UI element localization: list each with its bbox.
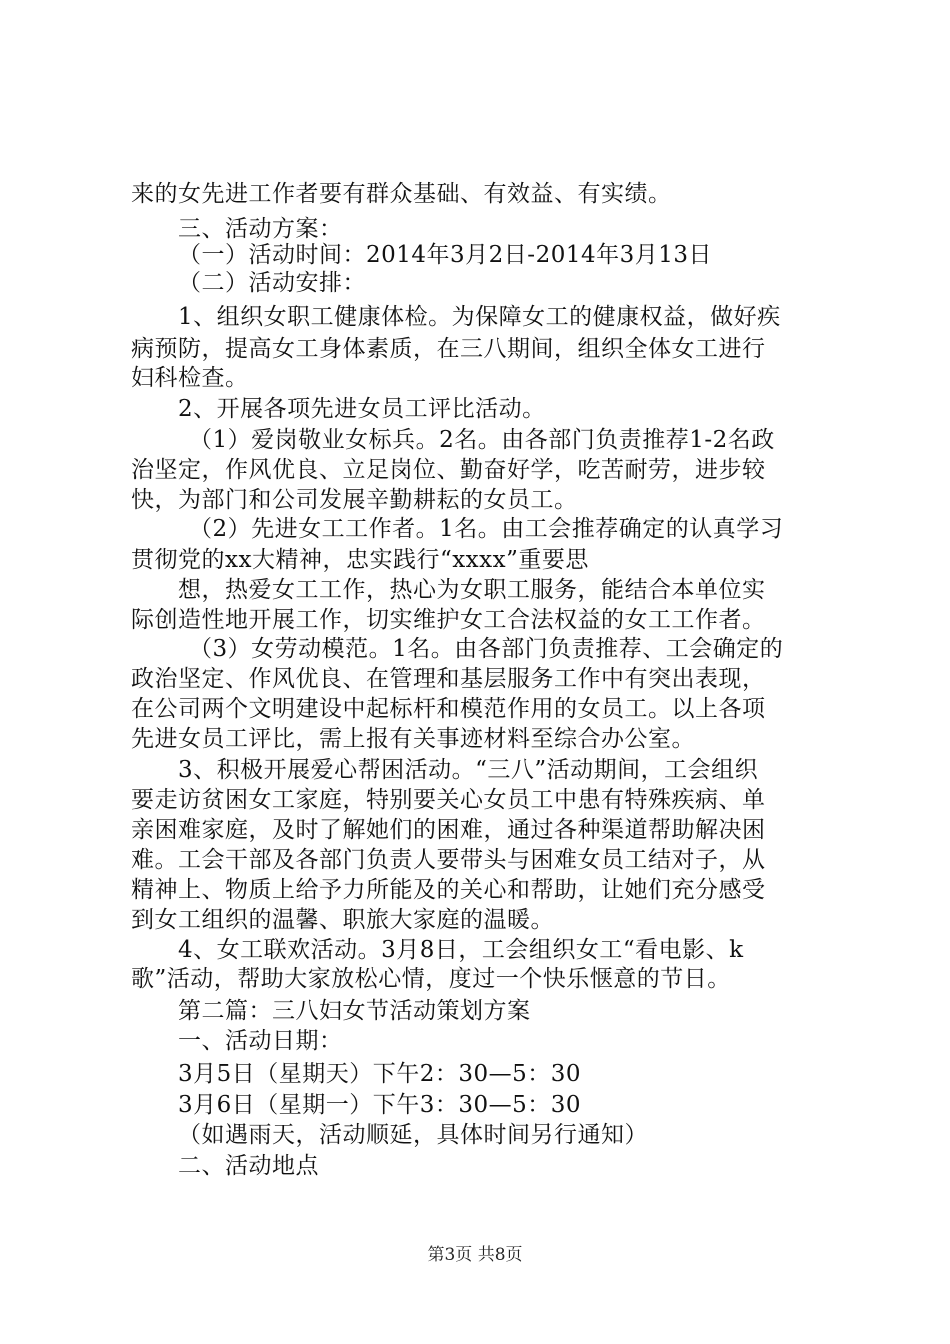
- text-line: 际创造性地开展工作，切实维护女工合法权益的女工工作者。: [131, 607, 766, 633]
- text-line: 3月6日（星期一）下午3：30—5：30: [178, 1092, 582, 1118]
- page-footer: 第3页 共8页: [427, 1245, 523, 1265]
- text-line: 亲困难家庭，及时了解她们的困难，通过各种渠道帮助解决困: [131, 817, 766, 843]
- text-line: 在公司两个文明建设中起标杆和模范作用的女员工。以上各项: [131, 696, 766, 722]
- text-line: 政治坚定、作风优良、在管理和基层服务工作中有突出表现，: [131, 666, 766, 692]
- text-line: 1、组织女职工健康体检。为保障女工的健康权益，做好疾: [178, 304, 781, 330]
- text-line: 3月5日（星期天）下午2：30—5：30: [178, 1061, 582, 1087]
- section-heading: 三、活动方案：: [178, 216, 343, 242]
- text-line: 要走访贫困女工家庭，特别要关心女员工中患有特殊疾病、单: [131, 787, 766, 813]
- text-line: 治坚定，作风优良、立足岗位、勤奋好学，吃苦耐劳，进步较: [131, 457, 766, 483]
- text-line: 来的女先进工作者要有群众基础、有效益、有实绩。: [131, 181, 672, 207]
- text-line: （1）爱岗敬业女标兵。2名。由各部门负责推荐1-2名政: [189, 427, 775, 453]
- text-line: 4、女工联欢活动。3月8日，工会组织女工“看电影、k: [178, 937, 744, 963]
- text-line: （3）女劳动模范。1名。由各部门负责推荐、工会确定的: [189, 636, 784, 662]
- section-heading: 一、活动日期：: [178, 1028, 343, 1054]
- text-line: 贯彻党的xx大精神，忠实践行“xxxx”重要思: [131, 547, 589, 573]
- text-line: 到女工组织的温馨、职旅大家庭的温暖。: [131, 907, 554, 933]
- text-line: 2、开展各项先进女员工评比活动。: [178, 396, 546, 422]
- text-line: （一）活动时间：2014年3月2日-2014年3月13日: [178, 242, 713, 268]
- text-line: 想，热爱女工工作，热心为女职工服务，能结合本单位实: [178, 577, 766, 603]
- text-line: 快，为部门和公司发展辛勤耕耘的女员工。: [131, 487, 578, 513]
- text-line: （2）先进女工工作者。1名。由工会推荐确定的认真学习: [189, 516, 784, 542]
- subsection-heading: （二）活动安排：: [178, 270, 366, 296]
- chapter-heading: 第二篇：三八妇女节活动策划方案: [178, 998, 531, 1024]
- text-line: 先进女员工评比，需上报有关事迹材料至综合办公室。: [131, 726, 695, 752]
- text-line: 妇科检查。: [131, 365, 249, 391]
- text-line: （如遇雨天，活动顺延，具体时间另行通知）: [178, 1122, 648, 1148]
- text-line: 病预防，提高女工身体素质，在三八期间，组织全体女工进行: [131, 336, 766, 362]
- section-heading: 二、活动地点: [178, 1153, 319, 1179]
- text-line: 歌”活动，帮助大家放松心情，度过一个快乐惬意的节日。: [131, 966, 731, 992]
- text-line: 3、积极开展爱心帮困活动。“三八”活动期间，工会组织: [178, 757, 759, 783]
- text-line: 难。工会干部及各部门负责人要带头与困难女员工结对子，从: [131, 847, 766, 873]
- text-line: 精神上、物质上给予力所能及的关心和帮助，让她们充分感受: [131, 877, 766, 903]
